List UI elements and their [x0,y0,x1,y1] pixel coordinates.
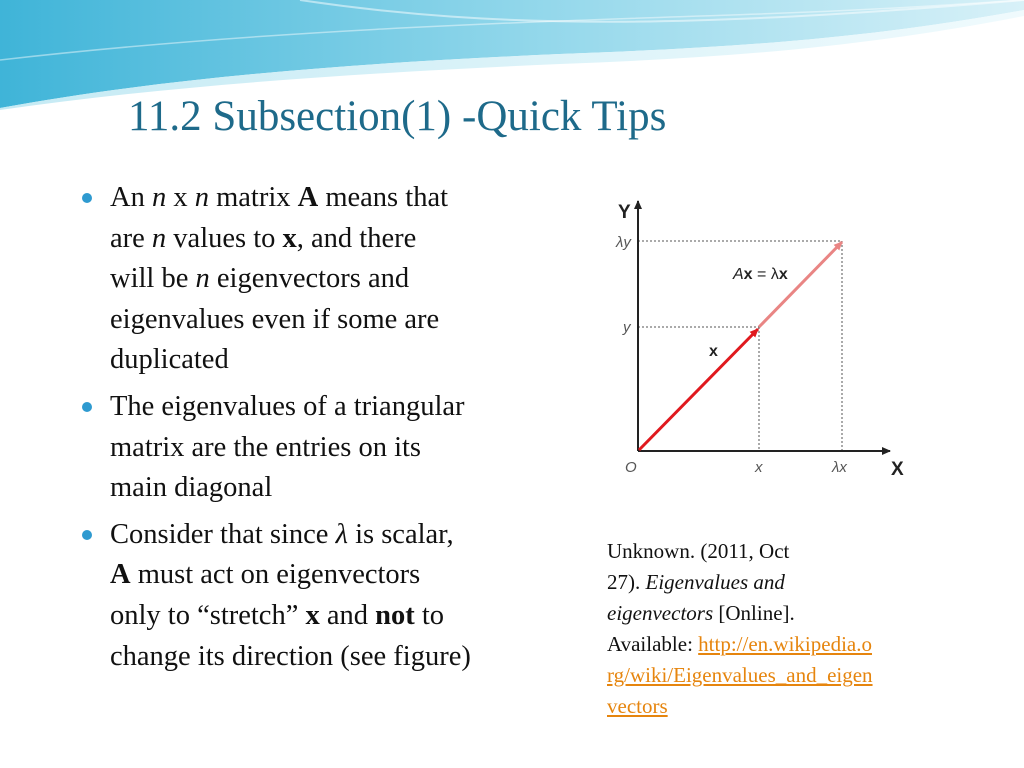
bullet-line [110,387,577,428]
citation-line-4 [607,629,967,660]
bullet-text-segment: x [282,222,297,254]
eigenvector-figure [608,195,920,485]
bullet-text-segment: A [297,182,319,213]
tick-label-lambda-y: λy [616,234,631,251]
equation-part-a: A [733,266,744,283]
bullet-line [110,219,577,260]
x-axis-label: X [891,459,904,480]
citation-link-part-3[interactable]: vectors [607,694,668,718]
bullet-text-segment: eigenvalues even if some are [110,303,440,335]
bullet-line [110,555,577,596]
bullet-text-segment: only to “stretch” [110,599,306,631]
citation-line-6 [607,691,967,722]
eigen-equation-label [732,266,788,283]
citation-line-5 [607,660,967,691]
bullet-text-segment: n [194,182,209,213]
bullet-text-segment: matrix are the entries on its [110,431,422,463]
lambda-x-vector [759,242,842,327]
bullet-line [110,515,577,556]
citation-online: [Online]. [713,601,795,625]
bullet-text-segment: change its direction (see figure) [110,640,471,672]
bullet-text-segment: n [151,222,167,254]
bullet-text-segment: matrix [208,182,298,213]
bullet-text-segment: n [151,182,167,213]
bullet-text-segment: will be [110,263,196,295]
slide-title: 11.2 Subsection(1) -Quick Tips [128,93,667,140]
bullet-text-segment: must act on eigenvectors [130,559,421,591]
bullet-text-segment: is scalar, [347,518,454,550]
citation-available-label: Available: [607,632,699,656]
bullet-text-segment: n [195,263,210,295]
bullet-text-segment: are [110,222,152,254]
bullet-dot-icon [82,193,92,203]
citation-date: 27). [607,570,646,594]
bullet-line [110,596,577,637]
bullet-text-segment: duplicated [110,344,229,376]
origin-label: O [625,459,637,476]
citation-title-part1: Eigenvalues and [645,570,785,594]
equation-part-x1: x [743,266,753,283]
bullet-text-segment: and [319,599,376,631]
bullet-line [110,300,577,341]
tick-label-x: x [755,459,763,476]
y-axis-label: Y [618,202,631,223]
equation-part-mid: = λ [752,266,779,283]
bullet-text-segment: An [110,182,152,213]
bullet-item [82,515,577,677]
bullet-text-segment: values to [166,222,283,254]
bullet-text-segment: Consider that since [110,518,336,550]
citation-line-2 [607,567,967,598]
bullet-text-segment: not [375,599,415,631]
bullet-dot-icon [82,402,92,412]
equation-part-x2: x [778,266,788,283]
citation-line-3 [607,598,967,629]
bullet-line [110,178,577,219]
bullet-text-segment: x [305,599,320,631]
bullet-dot-icon [82,530,92,540]
bullet-text-segment: main diagonal [110,472,273,504]
tick-label-lambda-x: λx [832,459,847,476]
figure-citation [607,536,967,722]
bullet-line [110,637,577,678]
citation-link-part-2[interactable]: rg/wiki/Eigenvalues_and_eigen [607,663,873,687]
bullet-text-segment: A [110,559,131,591]
bullet-line [110,340,577,381]
bullet-line [110,259,577,300]
citation-line-1: Unknown. (2011, Oct [607,539,790,563]
bullet-text-segment: , and there [296,222,417,254]
citation-link-part-1[interactable]: http://en.wikipedia.o [698,632,872,656]
bullet-line [110,428,577,469]
bullet-text-segment: means that [318,182,449,213]
tick-label-y: y [623,319,631,336]
bullet-text-segment: eigenvectors and [209,263,410,295]
vector-x-label: x [709,343,718,360]
bullet-text-segment: λ [335,518,348,550]
bullet-item [82,387,577,509]
bullet-item [82,178,577,381]
bullet-line [110,468,577,509]
citation-title-part2: eigenvectors [607,601,714,625]
bullet-list [82,178,577,683]
bullet-text-segment: x [166,182,195,213]
x-vector [639,329,758,450]
bullet-text-segment: to [414,599,445,631]
bullet-text-segment: The eigenvalues of a triangular [110,390,465,422]
